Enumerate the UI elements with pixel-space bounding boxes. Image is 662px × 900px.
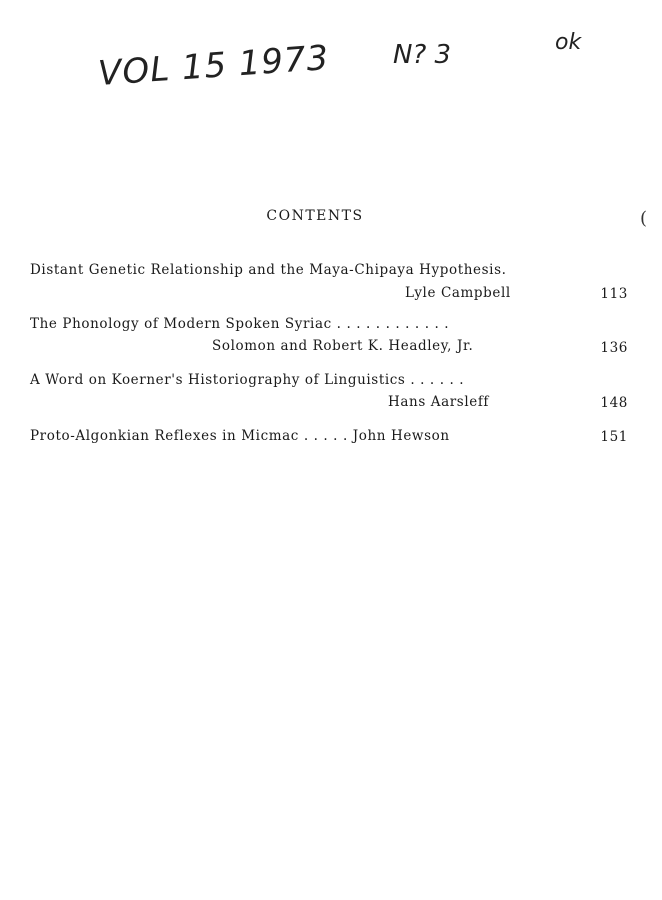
entry-title: Distant Genetic Relationship and the Maya-Chipaya Hypothesis.: [30, 262, 507, 278]
entry-page: 113: [600, 286, 628, 302]
entry-title: The Phonology of Modern Spoken Syriac . . . . . . . . . . . .: [30, 316, 450, 332]
entry-page: 148: [600, 395, 628, 411]
entry-author: Lyle Campbell: [405, 285, 511, 301]
entry-title: A Word on Koerner's Historiography of Linguistics . . . . . .: [30, 372, 465, 388]
entry-page: 151: [600, 429, 628, 445]
handwritten-ok-mark: ok: [555, 30, 582, 55]
entry-title: Proto-Algonkian Reflexes in Micmac . . . . . John Hewson: [30, 428, 450, 444]
handwritten-number: N? 3: [393, 40, 452, 70]
handwritten-volume-year: VOL 15 1973: [96, 37, 331, 95]
entry-author: Hans Aarsleff: [388, 394, 490, 410]
contents-heading: CONTENTS: [266, 208, 364, 224]
margin-mark: (: [640, 208, 648, 229]
entry-author: Solomon and Robert K. Headley, Jr.: [212, 338, 474, 354]
entry-page: 136: [600, 340, 628, 356]
